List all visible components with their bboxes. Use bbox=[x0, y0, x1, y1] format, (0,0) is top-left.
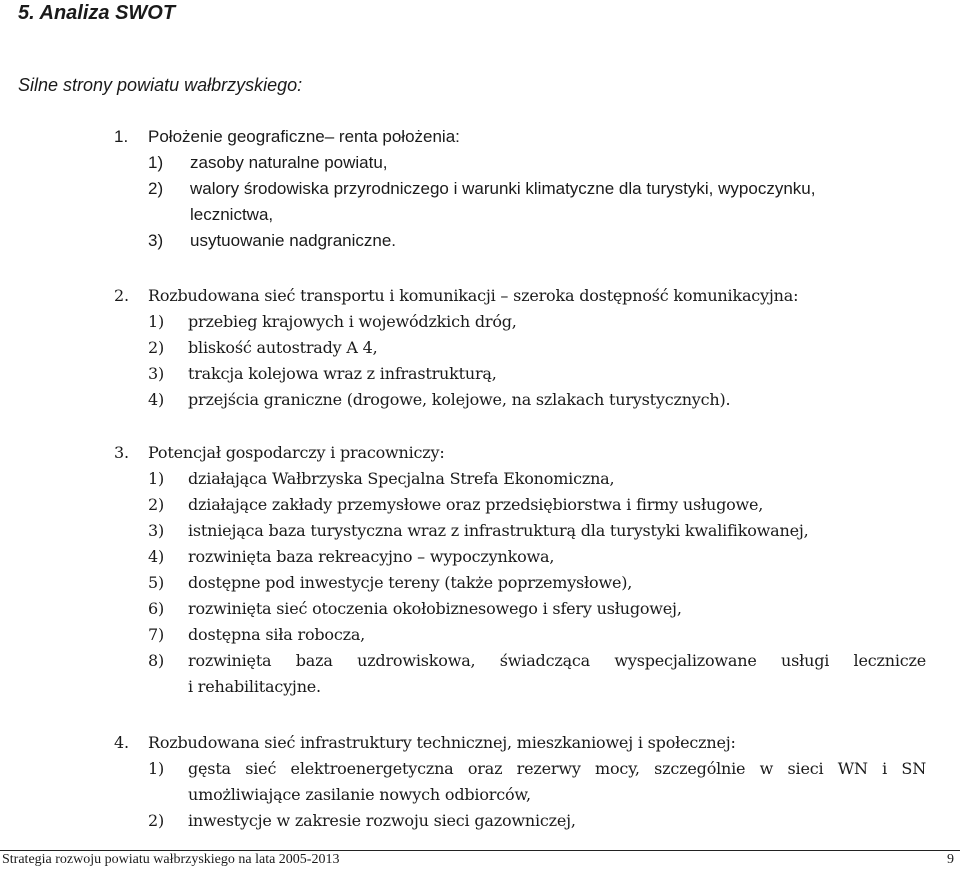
list-item-text: działająca Wałbrzyska Specjalna Strefa Ekonomiczna, bbox=[188, 469, 615, 488]
list-item-text: zasoby naturalne powiatu, bbox=[190, 153, 388, 172]
list-item-number: 1) bbox=[148, 469, 165, 488]
list-item-text: przebieg krajowych i wojewódzkich dróg, bbox=[188, 312, 517, 331]
list-item-number: 2) bbox=[148, 495, 165, 514]
list-item-text-continuation: umożliwiające zasilanie nowych odbiorców, bbox=[188, 785, 531, 804]
group-title: Potencjał gospodarczy i pracowniczy: bbox=[148, 443, 445, 462]
list-item-text: działające zakłady przemysłowe oraz przedsiębiorstwa i firmy usługowe, bbox=[188, 495, 764, 514]
list-item-number: 2) bbox=[148, 338, 165, 357]
group-number: 3. bbox=[114, 443, 129, 462]
list-item-number: 3) bbox=[148, 521, 165, 540]
list-item-number: 1) bbox=[148, 312, 165, 331]
list-item-text: inwestycje w zakresie rozwoju sieci gazowniczej, bbox=[188, 811, 576, 830]
list-item-text: istniejąca baza turystyczna wraz z infrastrukturą dla turystyki kwalifikowanej, bbox=[188, 521, 809, 540]
group-title: Położenie geograficzne– renta położenia: bbox=[148, 127, 460, 146]
list-item-number: 5) bbox=[148, 573, 165, 592]
list-item-number: 8) bbox=[148, 651, 165, 670]
footer-title: Strategia rozwoju powiatu wałbrzyskiego na lata 2005-2013 bbox=[2, 852, 340, 867]
group-title: Rozbudowana sieć transportu i komunikacji – szeroka dostępność komunikacyjna: bbox=[148, 286, 799, 305]
group-number: 1. bbox=[114, 127, 129, 146]
list-item-text: bliskość autostrady A 4, bbox=[188, 338, 378, 357]
list-item-text: usytuowanie nadgraniczne. bbox=[190, 231, 397, 250]
list-item-text: rozwinięta baza uzdrowiskowa, świadcząca wyspecjalizowane usługi lecznicze bbox=[188, 651, 926, 670]
list-item-text: rozwinięta baza rekreacyjno – wypoczynkowa, bbox=[188, 547, 555, 566]
list-item-number: 6) bbox=[148, 599, 165, 618]
list-item-number: 2) bbox=[148, 811, 165, 830]
list-item-number: 4) bbox=[148, 390, 165, 409]
group-number: 2. bbox=[114, 286, 129, 305]
group-number: 4. bbox=[114, 733, 129, 752]
list-item-text: rozwinięta sieć otoczenia okołobiznesowego i sfery usługowej, bbox=[188, 599, 682, 618]
list-item-text: walory środowiska przyrodniczego i warunki klimatyczne dla turystyki, wypoczynku, bbox=[190, 179, 816, 198]
list-item-number: 2) bbox=[148, 179, 164, 198]
list-item-number: 3) bbox=[148, 231, 164, 250]
section-heading: 5. Analiza SWOT bbox=[18, 2, 176, 24]
page-number: 9 bbox=[947, 852, 954, 867]
group-title: Rozbudowana sieć infrastruktury technicznej, mieszkaniowej i społecznej: bbox=[148, 733, 736, 752]
list-item-text: dostępne pod inwestycje tereny (także poprzemysłowe), bbox=[188, 573, 633, 592]
list-item-text: gęsta sieć elektroenergetyczna oraz rezerwy mocy, szczególnie w sieci WN i SN bbox=[188, 759, 926, 778]
list-item-text: trakcja kolejowa wraz z infrastrukturą, bbox=[188, 364, 497, 383]
list-item-number: 1) bbox=[148, 759, 165, 778]
list-item-number: 1) bbox=[148, 153, 164, 172]
footer-divider bbox=[0, 850, 960, 851]
list-item-text-continuation: i rehabilitacyjne. bbox=[188, 677, 321, 696]
list-item-number: 7) bbox=[148, 625, 165, 644]
list-item-number: 3) bbox=[148, 364, 165, 383]
list-item-text: przejścia graniczne (drogowe, kolejowe, na szlakach turystycznych). bbox=[188, 390, 731, 409]
list-item-text-continuation: lecznictwa, bbox=[190, 205, 274, 224]
subsection-heading: Silne strony powiatu wałbrzyskiego: bbox=[18, 75, 303, 95]
list-item-number: 4) bbox=[148, 547, 165, 566]
list-item-text: dostępna siła robocza, bbox=[188, 625, 366, 644]
